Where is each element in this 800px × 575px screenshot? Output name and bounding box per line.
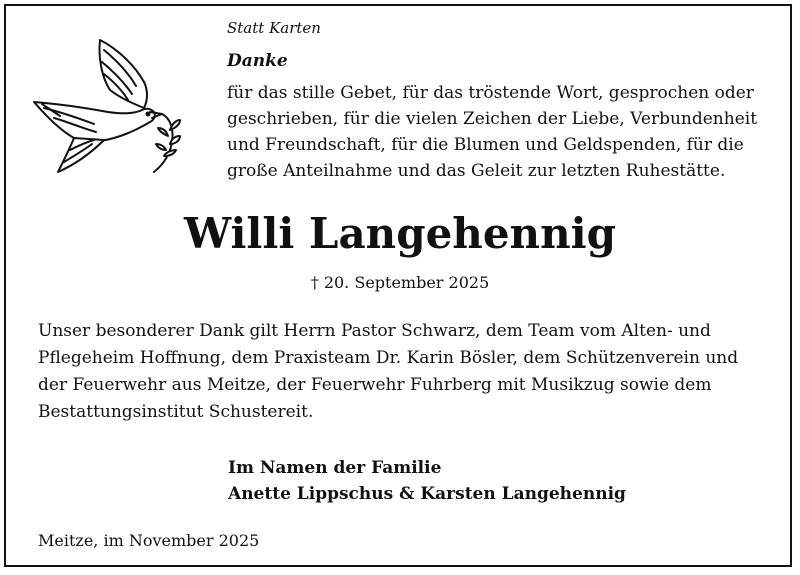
deceased-name: Willi Langehennig — [184, 209, 616, 258]
special-thanks-line: Bestattungsinstitut Schustereit. — [38, 402, 314, 422]
signature-line-names: Anette Lippschus & Karsten Langehennig — [228, 484, 626, 504]
thanks-line: und Freundschaft, für die Blumen und Geldspenden, für die — [227, 135, 744, 155]
statt-karten-label: Statt Karten — [227, 19, 321, 37]
intro-block — [227, 18, 767, 184]
dove-icon — [30, 38, 182, 174]
special-thanks-line: Pflegeheim Hoffnung, dem Praxisteam Dr. Karin Bösler, dem Schützenverein und — [38, 348, 739, 368]
signature-block — [228, 455, 626, 507]
danke-heading: Danke — [227, 51, 288, 71]
special-thanks-line: Unser besonderer Dank gilt Herrn Pastor Schwarz, dem Team vom Alten- und — [38, 321, 711, 341]
death-date: † 20. September 2025 — [310, 273, 490, 292]
thanks-line: geschrieben, für die vielen Zeichen der Liebe, Verbundenheit — [227, 109, 758, 129]
thanks-line: für das stille Gebet, für das tröstende Wort, gesprochen oder — [227, 83, 754, 103]
place-date: Meitze, im November 2025 — [38, 531, 260, 550]
signature-line-family: Im Namen der Familie — [228, 458, 442, 478]
thanks-text — [227, 80, 767, 184]
special-thanks-line: der Feuerwehr aus Meitze, der Feuerwehr Fuhrberg mit Musikzug sowie dem — [38, 375, 712, 395]
thanks-line: große Anteilnahme und das Geleit zur letzten Ruhestätte. — [227, 161, 726, 181]
special-thanks-text — [38, 318, 768, 426]
